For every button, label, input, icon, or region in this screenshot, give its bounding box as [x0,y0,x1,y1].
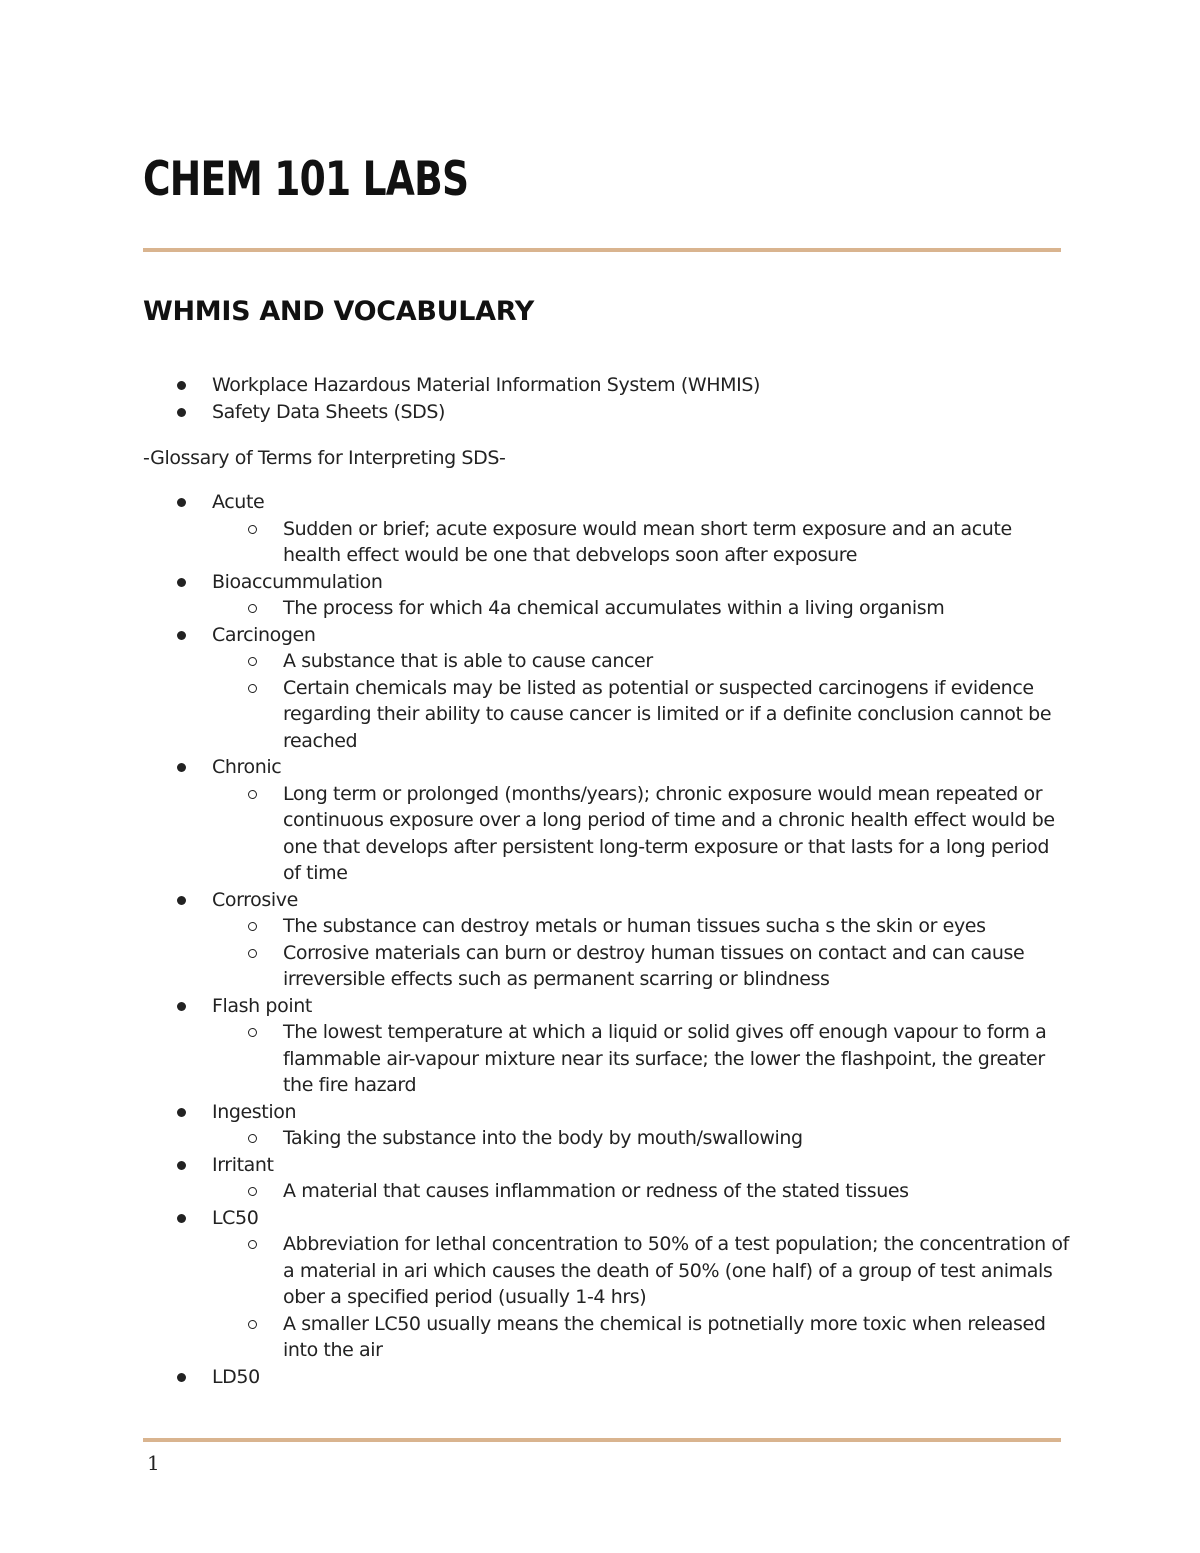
definition-text: The lowest temperature at which a liquid or solid gives off enough vapour to form a flammable air-vapour mixture near its surface; the lower the flashpoint, the greater the fire hazard [283,1021,1047,1096]
bullet-icon [177,578,186,587]
intro-list [0,372,1072,425]
term-label: Ingestion [212,1100,297,1123]
hollow-bullet-icon [248,790,257,799]
hollow-bullet-icon [248,684,257,693]
definition-item [0,1125,1072,1152]
term-label: Acute [212,491,265,513]
intro-item-text: Safety Data Sheets (SDS) [212,400,446,423]
term-item-ld50 [0,1364,1072,1391]
definition-text: A material that causes inflammation or redness of the stated tissues [283,1180,909,1202]
definition-item [0,516,1072,569]
definition-item [0,675,1072,755]
hollow-bullet-icon [248,949,257,958]
page-number: 1 [147,1451,160,1475]
definition-text: A smaller LC50 usually means the chemical is potnetially more toxic when released into the air [283,1312,1046,1361]
bullet-icon [177,408,186,417]
definition-item [0,1231,1072,1311]
term-label: Carcinogen [212,623,316,646]
definition-item [0,1178,1072,1205]
bullet-icon [177,896,186,905]
bullet-icon [177,1214,186,1223]
bullet-icon [177,381,186,390]
hollow-bullet-icon [248,604,257,613]
definition-text: A substance that is able to cause cancer [283,650,653,672]
hollow-bullet-icon [248,525,257,534]
definition-item [0,913,1072,940]
hollow-bullet-icon [248,657,257,666]
term-label: Chronic [212,756,282,778]
term-item-acute [0,489,1072,516]
term-label: Bioaccummulation [212,570,383,593]
definition-text: Abbreviation for lethal concentration to 50% of a test population; the concentration of a material in ari which causes the death of 50% (one half) of a group of test animals ober a specified period (usually 1-4 hrs) [283,1233,1069,1308]
term-item-irritant [0,1152,1072,1179]
definition-text: Corrosive materials can burn or destroy human tissues on contact and can cause irreversible effects such as permanent scarring or blindness [283,941,1025,990]
definition-text: The substance can destroy metals or human tissues sucha s the skin or eyes [283,915,986,937]
definition-text: Sudden or brief; acute exposure would mean short term exposure and an acute health effect would be one that debvelops soon after exposure [283,517,1012,566]
document-title: CHEM 101 LABS [143,152,469,207]
definition-text: Long term or prolonged (months/years); chronic exposure would mean repeated or continuous exposure over a long period of time and a chronic health effect would be one that develops after persistent long-term exposure or that lasts for a long period of time [283,782,1055,884]
definition-text: Taking the substance into the body by mouth/swallowing [283,1127,803,1149]
term-item-flash-point [0,993,1072,1020]
definition-item [0,940,1072,993]
term-item-corrosive [0,887,1072,914]
bullet-icon [177,498,186,507]
list-item [0,399,1072,426]
hollow-bullet-icon [248,1187,257,1196]
term-item-carcinogen [0,622,1072,649]
term-item-bioaccummulation [0,569,1072,596]
glossary-title: -Glossary of Terms for Interpreting SDS- [143,447,506,469]
bullet-icon [177,1002,186,1011]
definition-item [0,781,1072,887]
hollow-bullet-icon [248,922,257,931]
intro-item-text: Workplace Hazardous Material Information System (WHMIS) [212,374,761,396]
bullet-icon [177,1108,186,1117]
section-heading: WHMIS AND VOCABULARY [143,296,534,327]
term-label: Irritant [212,1153,274,1176]
definition-item [0,595,1072,622]
bullet-icon [177,1373,186,1382]
hollow-bullet-icon [248,1240,257,1249]
term-item-lc50 [0,1205,1072,1232]
term-item-ingestion [0,1099,1072,1126]
header-divider [143,248,1061,252]
term-label: LD50 [212,1365,260,1388]
definition-item [0,1311,1072,1364]
term-label: Corrosive [212,888,298,911]
definition-item [0,648,1072,675]
bullet-icon [177,631,186,640]
glossary-list [0,489,1072,1390]
bullet-icon [177,1161,186,1170]
term-label: Flash point [212,994,312,1017]
term-label: LC50 [212,1206,259,1229]
hollow-bullet-icon [248,1028,257,1037]
list-item [0,372,1072,399]
definition-text: Certain chemicals may be listed as potential or suspected carcinogens if evidence regarding their ability to cause cancer is limited or if a definite conclusion cannot be reached [283,676,1052,752]
footer-divider [143,1438,1061,1442]
hollow-bullet-icon [248,1320,257,1329]
hollow-bullet-icon [248,1134,257,1143]
definition-item [0,1019,1072,1099]
definition-text: The process for which 4a chemical accumulates within a living organism [283,597,945,619]
term-item-chronic [0,754,1072,781]
bullet-icon [177,763,186,772]
